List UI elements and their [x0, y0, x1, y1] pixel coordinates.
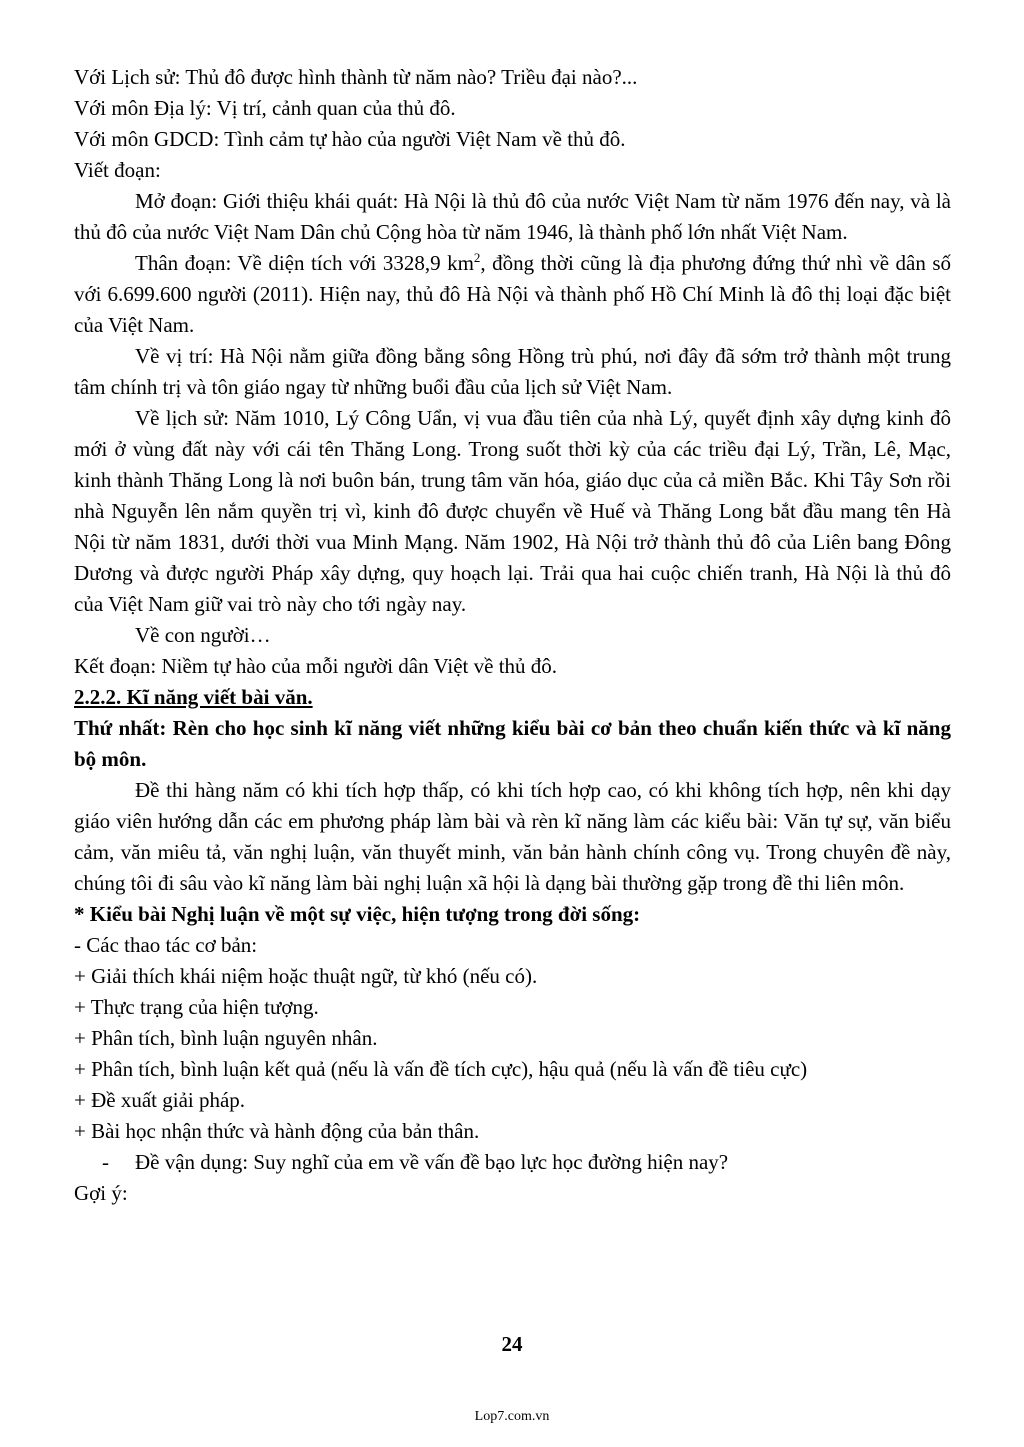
bold-heading-thu-nhat: Thứ nhất: Rèn cho học sinh kĩ năng viết những kiểu bài cơ bản theo chuẩn kiến thức và kĩ năng bộ môn. [74, 716, 951, 771]
list-item: + Giải thích khái niệm hoặc thuật ngữ, từ khó (nếu có). [74, 964, 538, 988]
paragraph-ket-doan: Kết đoạn: Niềm tự hào của mỗi người dân Việt về thủ đô. [74, 654, 558, 678]
dash-item-text: Đề vận dụng: Suy nghĩ của em về vấn đề bạo lực học đường hiện nay? [135, 1150, 729, 1174]
paragraph-than-doan [74, 248, 951, 341]
paragraph-vi-tri: Về vị trí: Hà Nội nằm giữa đồng bằng sông Hồng trù phú, nơi đây đã sớm trở thành một trung tâm chính trị và tôn giáo ngay từ những buổi đầu của lịch sử Việt Nam. [74, 344, 951, 399]
superscript: 2 [473, 250, 481, 265]
text-line: Với môn GDCD: Tình cảm tự hào của người Việt Nam về thủ đô. [74, 127, 626, 151]
paragraph-mo-doan: Mở đoạn: Giới thiệu khái quát: Hà Nội là thủ đô của nước Việt Nam từ năm 1976 đến nay, và là thủ đô của nước Việt Nam Dân chủ Cộng hòa từ năm 1946, là thành phố lớn nhất Việt Nam. [74, 189, 951, 244]
list-item: + Phân tích, bình luận kết quả (nếu là vấn đề tích cực), hậu quả (nếu là vấn đề tiêu cực) [74, 1057, 808, 1081]
text-line: Với Lịch sử: Thủ đô được hình thành từ năm nào? Triều đại nào?... [74, 65, 638, 89]
text-line: Gợi ý: [74, 1181, 128, 1205]
text-span: , đồng thời cũng là địa phương đứng thứ nhì về dân số với 6.699.600 người (2011). Hiện nay, thủ đô Hà Nội và thành phố Hồ Chí Minh là đô thị loại đặc biệt của Việt Nam. [74, 251, 951, 337]
text-span: Thân đoạn: Về diện tích với 3328,9 km [135, 251, 474, 275]
list-item: - Các thao tác cơ bản: [74, 933, 258, 957]
footer-site: Lop7.com.vn [474, 1409, 550, 1424]
paragraph-de-thi: Đề thi hàng năm có khi tích hợp thấp, có khi tích hợp cao, có khi không tích hợp, nên khi dạy giáo viên hướng dẫn các em phương pháp làm bài và rèn kĩ năng làm các kiểu bài: Văn tự sự, văn biểu cảm, văn miêu tả, văn nghị luận, văn thuyết minh, văn bản hành chính công vụ. Trong chuyên đề này, chúng tôi đi sâu vào kĩ năng làm bài nghị luận xã hội là dạng bài thường gặp trong đề thi liên môn. [74, 778, 951, 895]
dash-list-item [74, 1147, 951, 1178]
list-item: + Phân tích, bình luận nguyên nhân. [74, 1026, 378, 1050]
list-item: + Bài học nhận thức và hành động của bản thân. [74, 1119, 480, 1143]
text-line: Với môn Địa lý: Vị trí, cảnh quan của thủ đô. [74, 96, 456, 120]
bold-heading-kieu-bai: * Kiểu bài Nghị luận về một sự việc, hiện tượng trong đời sống: [74, 902, 641, 926]
text-line: Viết đoạn: [74, 158, 161, 182]
paragraph-con-nguoi: Về con người… [135, 623, 271, 647]
dash-bullet: - [102, 1150, 109, 1174]
paragraph-lich-su: Về lịch sử: Năm 1010, Lý Công Uẩn, vị vua đầu tiên của nhà Lý, quyết định xây dựng kinh đô mới ở vùng đất này với cái tên Thăng Long. Trong suốt thời kỳ của các triều đại Lý, Trần, Lê, Mạc, kinh thành Thăng Long là nơi buôn bán, trung tâm văn hóa, giáo dục của cả miền Bắc. Khi Tây Sơn rồi nhà Nguyễn lên nắm quyền trị vì, kinh đô được chuyển về Huế và Thăng Long bắt đầu mang tên Hà Nội từ năm 1831, dưới thời vua Minh Mạng. Năm 1902, Hà Nội trở thành thủ đô của Liên bang Đông Dương và được người Pháp xây dựng, quy hoạch lại. Trải qua hai cuộc chiến tranh, Hà Nội là thủ đô của Việt Nam giữ vai trò này cho tới ngày nay. [74, 406, 951, 616]
list-item: + Đề xuất giải pháp. [74, 1088, 246, 1112]
list-item: + Thực trạng của hiện tượng. [74, 995, 319, 1019]
document-body [74, 62, 951, 1209]
section-heading: 2.2.2. Kĩ năng viết bài văn. [74, 685, 313, 709]
page-number: 24 [501, 1332, 523, 1356]
